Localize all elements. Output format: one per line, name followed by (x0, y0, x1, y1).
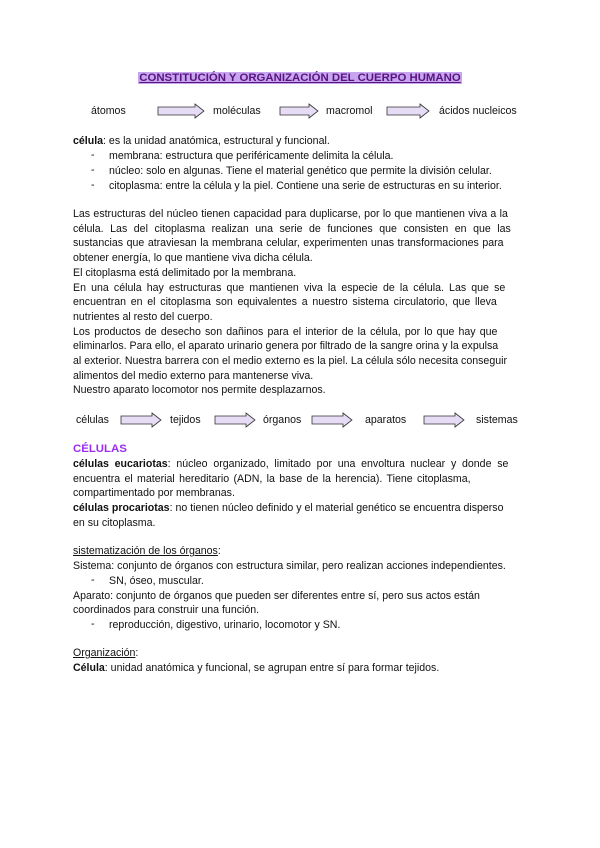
flow-diagram-organization (0, 411, 600, 429)
organizacion-heading (73, 646, 138, 661)
arrow-right-icon (120, 412, 162, 428)
flow-word-organos: órganos (263, 414, 302, 426)
procariotas-term: células procariotas (73, 502, 170, 515)
procariotas-line: en su citoplasma. (73, 516, 156, 529)
flow-word-aparatos: aparatos (365, 414, 407, 426)
arrow-right-icon (157, 103, 205, 119)
sistematizacion-heading-text: sistematización de los órganos (73, 545, 218, 557)
flow-word-celulas: células (76, 414, 109, 426)
aparato-item: reproducción, digestivo, urinario, locomotor y SN. (109, 619, 341, 631)
organizacion-celula-term: Célula (73, 662, 105, 674)
paragraph-line: encuentran en el citoplasma son equivalentes a nuestro sistema circulatorio, que lleva (73, 296, 497, 309)
paragraph-line: El citoplasma está delimitado por la membrana. (73, 266, 297, 279)
page-title: CONSTITUCIÓN Y ORGANIZACIÓN DEL CUERPO HUMANO (139, 72, 461, 84)
flow-word-acidos-nucleicos: ácidos nucleicos (439, 105, 517, 117)
flow-word-tejidos: tejidos (170, 414, 201, 426)
bullet-dash: - (91, 574, 95, 586)
eucariotas-line (73, 457, 527, 472)
flow-word-sistemas: sistemas (476, 414, 518, 426)
arrow-right-icon (279, 103, 319, 119)
bullet-dash: - (91, 149, 95, 161)
heading-colon: : (135, 647, 139, 659)
paragraph-line: al exterior. Nuestra barrera con el medio externo es la piel. La célula sólo necesita conseguir (73, 355, 507, 368)
sistema-item: SN, óseo, muscular. (109, 575, 204, 587)
organizacion-celula-text: : unidad anatómica y funcional, se agrupan entre sí para formar tejidos. (104, 662, 440, 674)
arrow-right-icon (311, 412, 353, 428)
paragraph-line: En una célula hay estructuras que mantienen viva la especie de la célula. Las que se (73, 281, 506, 294)
organizacion-heading-text: Organización (73, 647, 136, 659)
eucariotas-term: células eucariotas (73, 458, 168, 470)
paragraph-line: Los productos de desecho son dañinos para el interior de la célula, por lo que hay que (73, 325, 498, 338)
bullet-dash: - (91, 618, 95, 630)
aparato-definition-line: coordinados para construir una función. (73, 604, 260, 616)
paragraph-line: célula. Las del citoplasma realizan una serie de funciones que consisten en que las (73, 222, 511, 235)
sistema-definition: Sistema: conjunto de órganos con estructura similar, pero realizan acciones independientes. (73, 560, 506, 572)
celulas-heading (73, 442, 127, 457)
arrow-right-icon (214, 412, 256, 428)
procariotas-text: : no tienen núcleo definido y el material genético se encuentra disperso (169, 502, 504, 515)
paragraph-line: sustancias que atraviesan la membrana celular, experimenten unas transformaciones para (73, 237, 504, 250)
flow-word-macromol: macromol (326, 105, 373, 117)
heading-colon: : (217, 545, 221, 557)
eucariotas-paragraph (73, 457, 527, 531)
procariotas-line (73, 501, 527, 516)
aparato-definition-line: Aparato: conjunto de órganos que pueden ser diferentes entre sí, pero sus actos están (73, 590, 480, 602)
celula-item-citoplasma: citoplasma: entre la célula y la piel. Contiene una serie de estructuras en su interior. (109, 180, 502, 192)
eucariotas-text: : núcleo organizado, limitado por una envoltura nuclear y donde se (167, 458, 509, 470)
paragraph-line: Las estructuras del núcleo tienen capacidad para duplicarse, por lo que mantienen viva a la (73, 208, 508, 220)
celula-definition-text: : es la unidad anatómica, estructural y funcional. (103, 135, 330, 147)
paragraph-line: alimentos del medio externo para mantenerse viva. (73, 369, 314, 382)
flow-word-moleculas: moléculas (213, 105, 261, 117)
celula-item-nucleo: núcleo: solo en algunas. Tiene el material genético que permite la división celular. (109, 165, 492, 177)
arrow-right-icon (423, 412, 465, 428)
page-title-row (0, 72, 600, 84)
body-paragraph (73, 207, 527, 398)
flow-diagram-molecular (0, 102, 600, 120)
arrow-right-icon (386, 103, 430, 119)
paragraph-line: Nuestro aparato locomotor nos permite desplazarnos. (73, 384, 326, 397)
eucariotas-line: compartimentado por membranas. (73, 487, 235, 500)
paragraph-line: nutrientes al resto del cuerpo. (73, 310, 213, 323)
bullet-dash: - (91, 164, 95, 176)
eucariotas-line: encuentra el material hereditario (ADN, la base de la herencia). Tiene citoplasma, (73, 472, 471, 485)
paragraph-line: eliminarlos. Para ello, el aparato urinario genera por filtrado de la sangre orina y la expulsa (73, 340, 499, 353)
celula-definition (73, 134, 330, 149)
celula-term: célula (73, 135, 104, 147)
bullet-dash: - (91, 179, 95, 191)
celulas-heading-text: CÉLULAS (73, 443, 127, 455)
organizacion-celula (73, 661, 439, 676)
flow-word-atomos: átomos (91, 105, 126, 117)
paragraph-line: obtener energía, lo que mantiene viva dicha célula. (73, 252, 313, 265)
celula-item-membrana: membrana: estructura que periféricamente delimita la célula. (109, 150, 394, 162)
sistematizacion-heading (73, 544, 221, 559)
